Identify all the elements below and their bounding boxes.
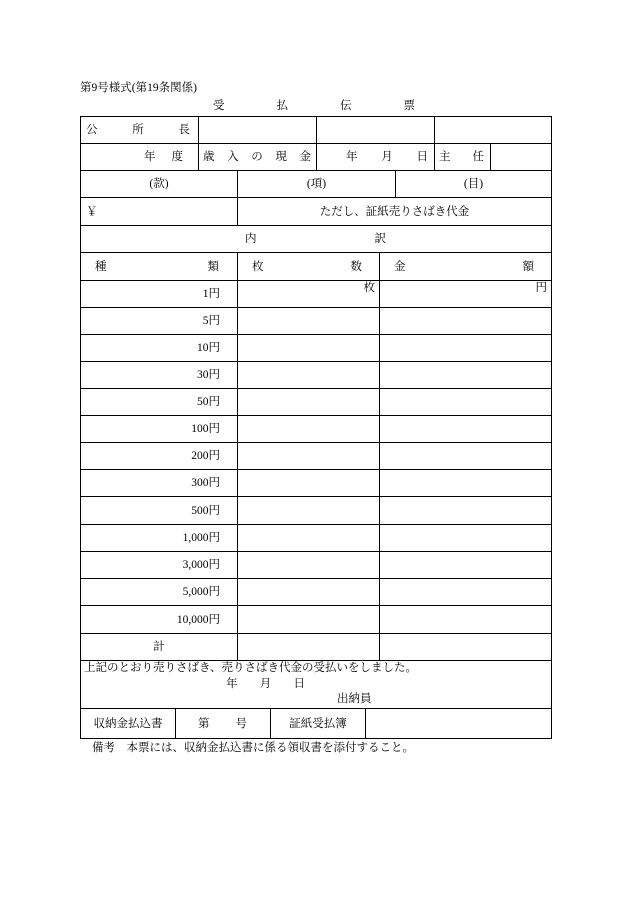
amount-value-cell (379, 469, 552, 497)
denomination-label: 1,000円 (182, 532, 220, 544)
amount-value-cell (379, 605, 552, 634)
denomination-label: 5円 (202, 315, 220, 327)
denomination-label: 300円 (191, 477, 220, 489)
chief-seal-box (490, 143, 552, 171)
denomination-cell (80, 496, 238, 525)
amount-note-cell (237, 197, 552, 226)
column-header-count (237, 252, 380, 281)
breakdown-heading-cell (80, 225, 552, 253)
amount-cell (80, 197, 238, 226)
denomination-cell (80, 388, 238, 416)
number-label: 第 号 (198, 717, 247, 730)
count-cell (237, 307, 380, 335)
denomination-cell (80, 469, 238, 497)
stamp-ledger-entry-cell (365, 708, 552, 739)
count-cell (237, 415, 380, 443)
total-label: 計 (153, 641, 165, 653)
kou-label: (項) (306, 178, 327, 190)
revenue-cash-label: 歳 入 の 現 金 (203, 151, 311, 163)
denomination-cell (80, 280, 238, 308)
denomination-cell (80, 334, 238, 362)
office-head-cell (80, 116, 199, 144)
denomination-cell (80, 415, 238, 443)
total-cell (80, 633, 238, 661)
statement-box (80, 660, 552, 709)
form-number: 第9号様式(第19条関係) (80, 82, 197, 94)
fiscal-year-cell (80, 143, 199, 171)
denomination-label: 1円 (202, 288, 220, 300)
stamp-ledger-label: 証紙受払簿 (289, 717, 347, 730)
count-cell (237, 442, 380, 470)
amount-value-cell (379, 361, 552, 389)
statement-text: 上記のとおり売りさばき、売りさばき代金の受払いをしました。 (84, 662, 418, 674)
form-title: 受 払 伝 票 (213, 100, 415, 112)
denomination-cell (80, 605, 238, 634)
seal-box (316, 116, 435, 144)
denomination-label: 3,000円 (182, 559, 220, 571)
column-amount-label: 金 額 (394, 260, 534, 273)
amount-value-cell (379, 578, 552, 606)
denomination-cell (80, 442, 238, 470)
kan-label: (款) (149, 178, 169, 190)
amount-value-cell (379, 280, 552, 308)
total-amount-cell (379, 633, 552, 661)
count-cell (237, 605, 380, 634)
chief-cell (434, 143, 491, 171)
payment-slip-cell (80, 708, 176, 739)
yen-symbol: ￥ (86, 205, 98, 218)
denomination-cell (80, 307, 238, 335)
denomination-label: 10円 (197, 342, 220, 354)
count-cell (237, 524, 380, 552)
stamp-ledger-cell (270, 708, 366, 739)
count-cell (237, 578, 380, 606)
total-count-cell (237, 633, 380, 661)
denomination-label: 100円 (191, 423, 220, 435)
count-cell (237, 280, 380, 308)
count-cell (237, 334, 380, 362)
number-cell (175, 708, 271, 739)
treasurer-label: 出納員 (337, 693, 372, 705)
column-header-type (80, 252, 238, 281)
denomination-label: 50円 (197, 396, 220, 408)
breakdown-heading: 内 訳 (245, 233, 386, 245)
moku-label: (目) (463, 178, 484, 190)
count-cell (237, 388, 380, 416)
count-cell (237, 469, 380, 497)
count-cell (237, 496, 380, 525)
kou-cell (237, 170, 396, 198)
denomination-label: 30円 (197, 369, 220, 381)
amount-value-cell (379, 334, 552, 362)
denomination-cell (80, 361, 238, 389)
date-cell (316, 143, 435, 171)
payment-slip-label: 収納金払込書 (93, 717, 163, 730)
moku-cell (395, 170, 552, 198)
denomination-label: 5,000円 (182, 586, 220, 598)
denomination-label: 200円 (191, 450, 220, 462)
column-header-amount (379, 252, 552, 281)
amount-value-cell (379, 307, 552, 335)
denomination-cell (80, 578, 238, 606)
count-unit-label: 枚 (363, 282, 375, 294)
kan-cell (80, 170, 238, 198)
revenue-cash-cell (198, 143, 317, 171)
fiscal-year-label: 年 度 (144, 151, 183, 163)
statement-date-label: 年 月 日 (226, 678, 305, 690)
count-cell (237, 361, 380, 389)
denomination-cell (80, 524, 238, 552)
amount-value-cell (379, 524, 552, 552)
amount-note: ただし、証紙売りさばき代金 (319, 205, 470, 218)
amount-value-cell (379, 415, 552, 443)
column-count-label: 枚 数 (252, 260, 362, 273)
seal-box (198, 116, 317, 144)
denomination-label: 500円 (191, 504, 220, 517)
amount-unit-label: 円 (535, 282, 547, 294)
amount-value-cell (379, 551, 552, 579)
denomination-label: 10,000円 (176, 613, 220, 626)
seal-box (434, 116, 552, 144)
count-cell (237, 551, 380, 579)
amount-value-cell (379, 442, 552, 470)
amount-value-cell (379, 496, 552, 525)
denomination-cell (80, 551, 238, 579)
date-label: 年 月 日 (346, 151, 428, 163)
column-type-label: 種 類 (95, 260, 219, 273)
office-head-label: 公 所 長 (86, 124, 190, 136)
remarks-note: 備考 本票には、収納金払込書に係る領収書を添付すること。 (92, 742, 414, 754)
chief-label: 主 任 (439, 151, 484, 163)
amount-value-cell (379, 388, 552, 416)
